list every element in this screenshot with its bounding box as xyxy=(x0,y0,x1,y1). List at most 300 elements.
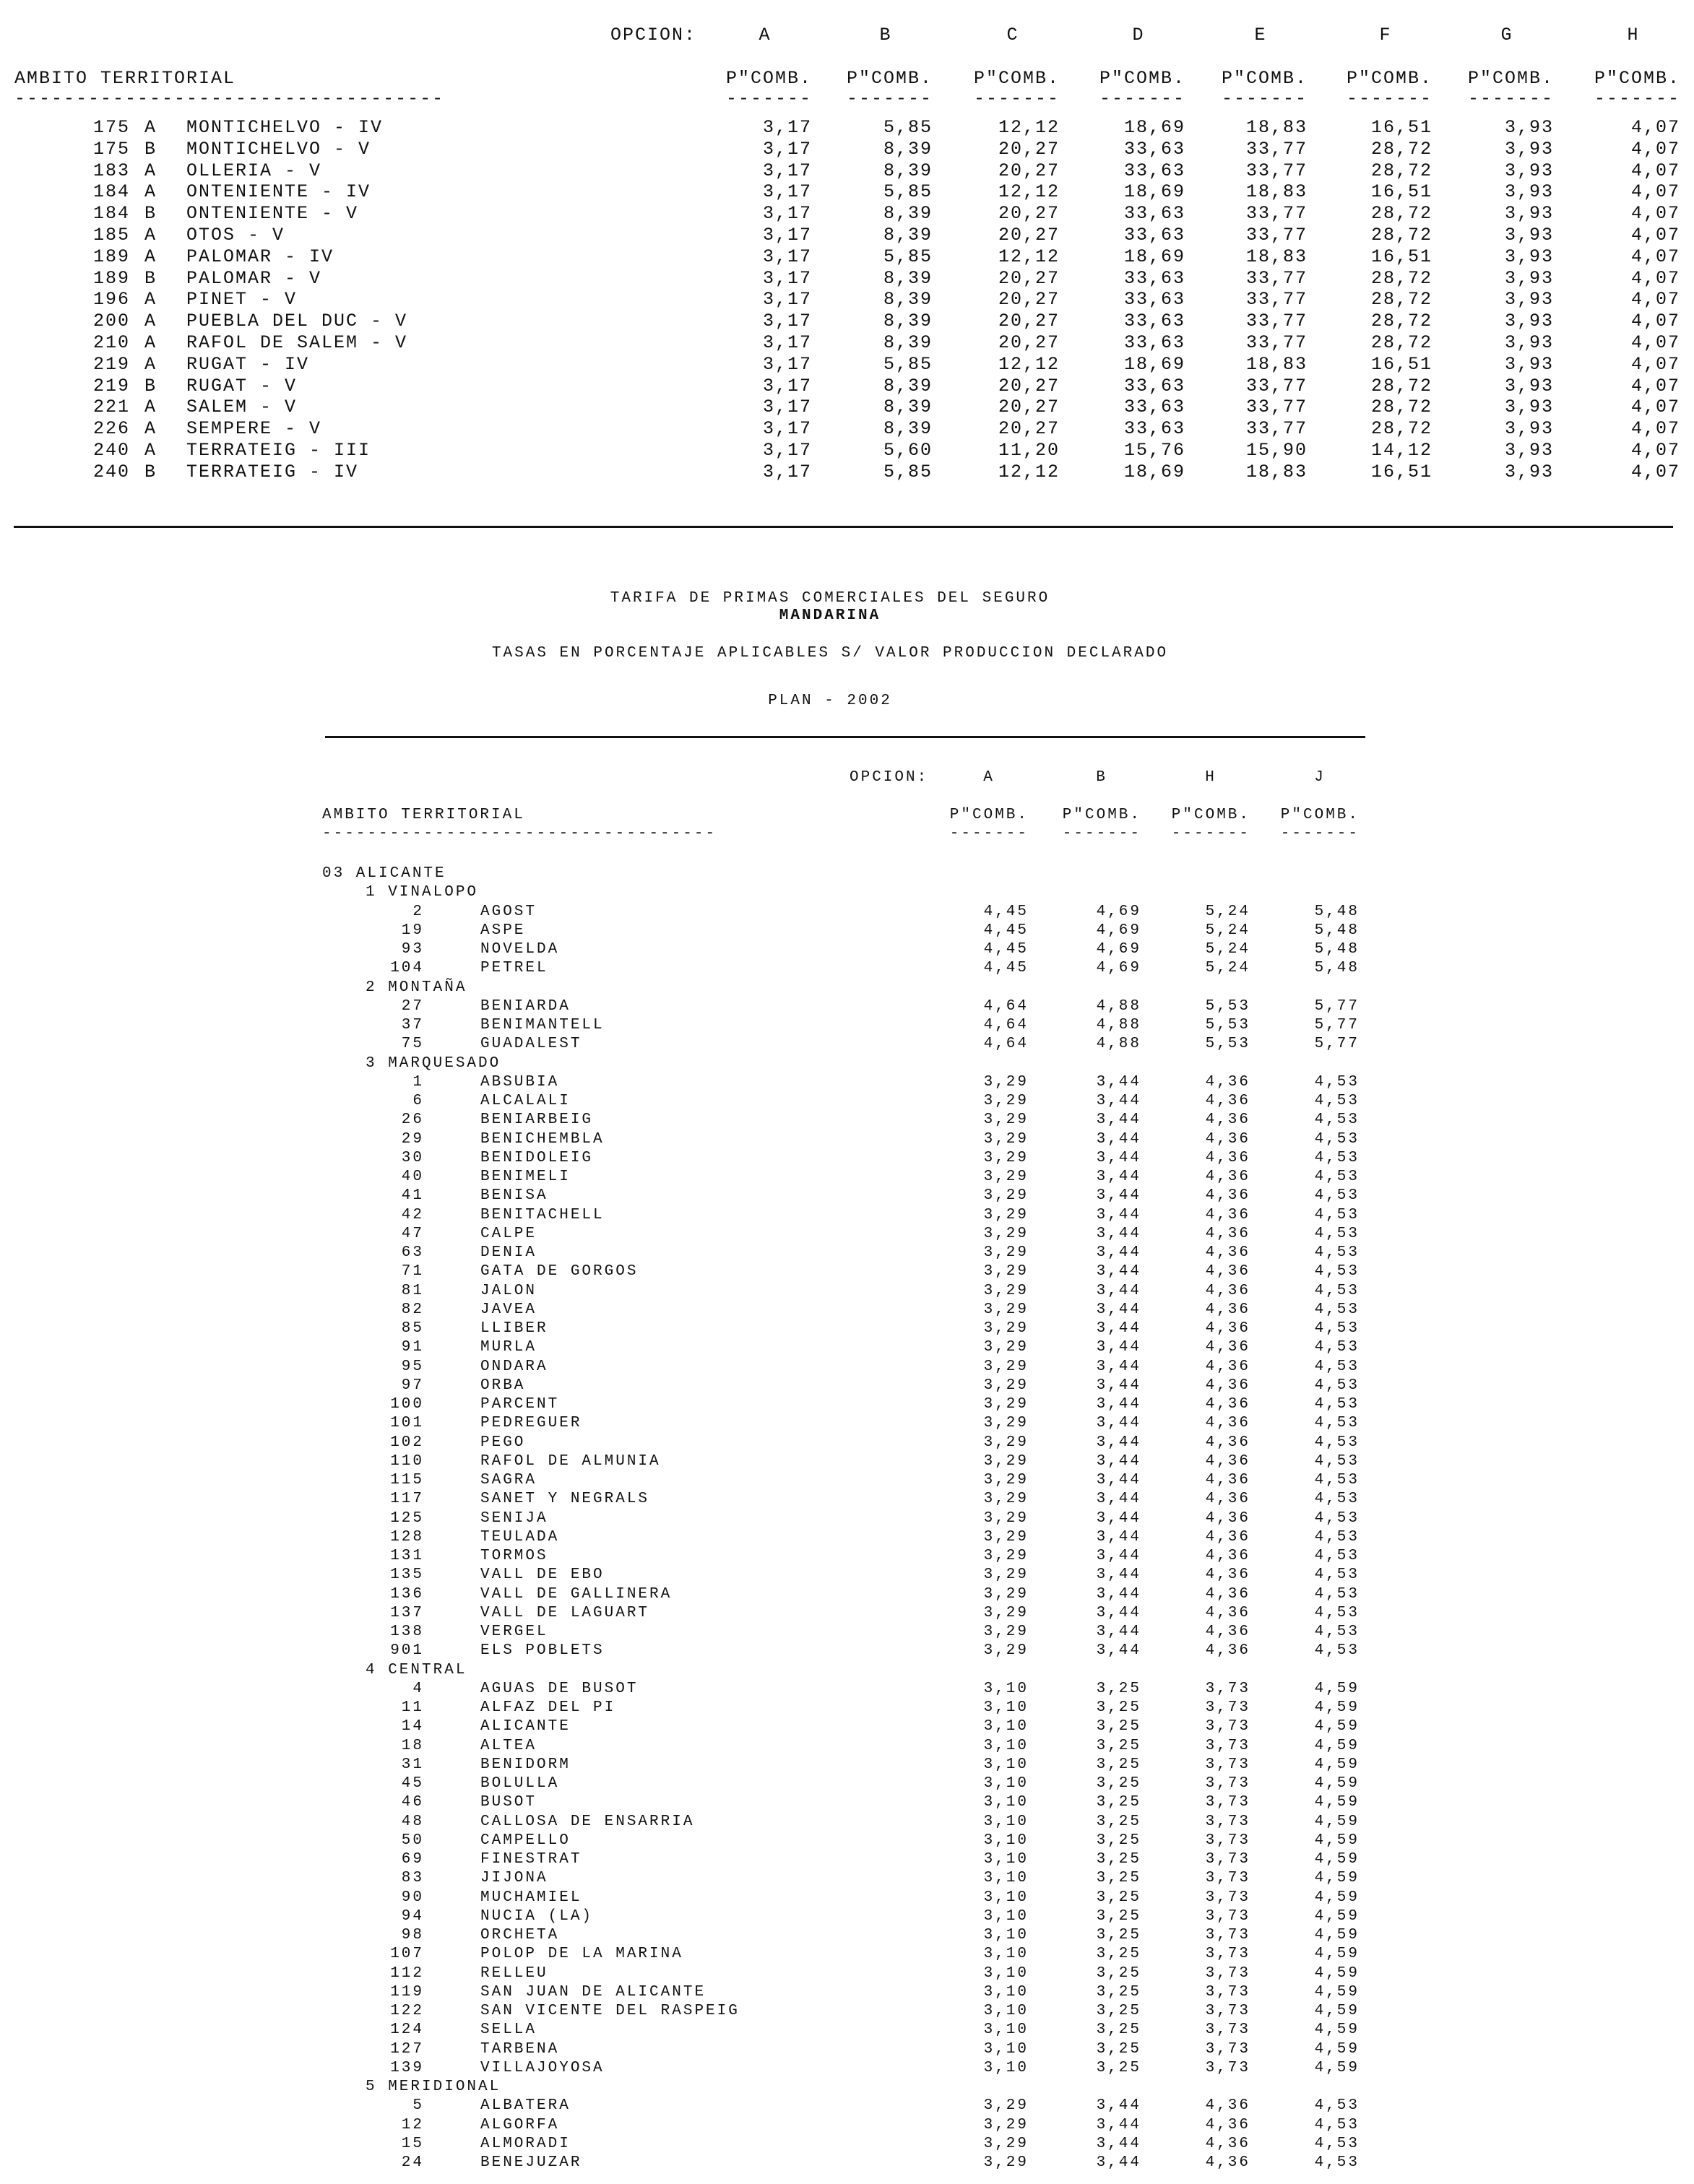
row-value: 3,29 xyxy=(983,1263,1029,1280)
municipio-name: SELLA xyxy=(480,2022,537,2039)
row-value: 4,59 xyxy=(1314,1983,1360,2001)
municipio-name: BENIARBEIG xyxy=(480,1112,594,1129)
row-value: 3,29 xyxy=(983,1206,1029,1223)
row-value: 3,25 xyxy=(1096,1964,1141,1982)
row-value: 3,29 xyxy=(983,1472,1029,1488)
row-code: 175 xyxy=(92,117,130,138)
row-value: 12,12 xyxy=(998,461,1060,482)
row-value: 3,17 xyxy=(762,267,812,289)
table-row xyxy=(0,1302,1694,1320)
top-ambito-label: AMBITO TERRITORIAL xyxy=(14,68,236,89)
row-value: 3,10 xyxy=(983,2022,1029,2039)
column-dashes: ------- xyxy=(1280,826,1360,842)
row-value: 4,59 xyxy=(1314,1946,1360,1963)
row-value: 28,72 xyxy=(1370,225,1432,246)
municipio-name: MURLA xyxy=(480,1339,537,1356)
row-value: 3,44 xyxy=(1096,1566,1141,1584)
row-value: 5,24 xyxy=(1205,903,1250,920)
row-value: 3,44 xyxy=(1096,1187,1141,1205)
municipio-code: 81 xyxy=(401,1282,424,1299)
table-row xyxy=(0,1946,1694,1964)
row-value: 4,59 xyxy=(1314,1680,1360,1697)
row-value: 3,29 xyxy=(983,1073,1029,1091)
municipio-name: BENIMELI xyxy=(480,1169,571,1185)
row-value: 14,12 xyxy=(1370,440,1432,461)
row-value: 4,53 xyxy=(1314,1624,1360,1640)
row-name: RAFOL DE SALEM - V xyxy=(186,332,408,353)
row-value: 3,73 xyxy=(1205,1680,1250,1697)
table-row xyxy=(0,1776,1694,1793)
option-letter: A xyxy=(983,769,995,786)
row-value: 18,69 xyxy=(1123,181,1185,203)
municipio-code: 11 xyxy=(401,1699,424,1716)
row-value: 4,53 xyxy=(1314,1073,1360,1091)
municipio-code: 26 xyxy=(401,1112,424,1129)
row-value: 5,24 xyxy=(1205,941,1250,958)
municipio-code: 93 xyxy=(401,941,424,958)
row-value: 4,53 xyxy=(1314,1452,1360,1470)
row-value: 4,36 xyxy=(1205,1548,1250,1564)
row-value: 4,69 xyxy=(1096,922,1141,939)
row-value: 4,69 xyxy=(1096,960,1141,977)
row-value: 5,77 xyxy=(1314,997,1360,1015)
row-value: 15,90 xyxy=(1245,440,1308,461)
municipio-code: 27 xyxy=(401,997,424,1015)
table-row xyxy=(0,1416,1694,1433)
row-code: 184 xyxy=(92,181,130,203)
option-letter: G xyxy=(1500,25,1513,46)
row-value: 4,07 xyxy=(1630,461,1680,482)
row-name: MONTICHELVO - V xyxy=(186,138,371,160)
row-value: 4,53 xyxy=(1314,1339,1360,1356)
row-value: 3,44 xyxy=(1096,2135,1141,2152)
row-value: 3,10 xyxy=(983,2059,1029,2076)
row-value: 4,53 xyxy=(1314,1282,1360,1299)
row-subcode: B xyxy=(144,267,157,289)
municipio-code: 125 xyxy=(390,1509,424,1527)
table-row xyxy=(0,463,1694,483)
row-value: 4,59 xyxy=(1314,1775,1360,1792)
row-value: 28,72 xyxy=(1370,332,1432,353)
municipio-code: 4 xyxy=(412,1680,424,1697)
row-value: 3,10 xyxy=(983,1775,1029,1792)
row-value: 3,29 xyxy=(983,1452,1029,1470)
row-value: 3,29 xyxy=(983,1509,1029,1527)
row-value: 3,29 xyxy=(983,1282,1029,1299)
row-value: 3,73 xyxy=(1205,2003,1250,2019)
table-row xyxy=(0,1795,1694,1812)
row-value: 4,53 xyxy=(1314,1642,1360,1660)
table-row xyxy=(0,290,1694,311)
table-row xyxy=(0,355,1694,376)
row-value: 16,51 xyxy=(1370,181,1432,203)
row-value: 4,45 xyxy=(983,960,1029,977)
row-value: 3,44 xyxy=(1096,1548,1141,1564)
row-value: 3,17 xyxy=(762,181,812,203)
municipio-code: 124 xyxy=(390,2022,424,2039)
row-value: 4,88 xyxy=(1096,997,1141,1015)
row-value: 3,44 xyxy=(1096,1301,1141,1318)
row-value: 3,93 xyxy=(1504,396,1554,418)
row-value: 4,64 xyxy=(983,1036,1029,1053)
row-name: ONTENIENTE - IV xyxy=(186,181,371,203)
row-value: 33,63 xyxy=(1123,267,1185,289)
row-value: 8,39 xyxy=(883,138,933,160)
row-value: 4,53 xyxy=(1314,1396,1360,1413)
municipio-code: 29 xyxy=(401,1130,424,1148)
table-row xyxy=(0,183,1694,203)
row-code: 219 xyxy=(92,353,130,375)
row-value: 20,27 xyxy=(998,311,1060,332)
table-row xyxy=(0,1624,1694,1642)
table-row xyxy=(0,1643,1694,1660)
row-subcode: A xyxy=(144,418,157,440)
table-row xyxy=(0,2136,1694,2154)
row-value: 3,17 xyxy=(762,353,812,375)
row-value: 4,59 xyxy=(1314,1927,1360,1944)
table-row xyxy=(0,1359,1694,1377)
row-value: 3,10 xyxy=(983,1851,1029,1868)
municipio-code: 85 xyxy=(401,1320,424,1337)
row-value: 4,07 xyxy=(1630,418,1680,440)
row-value: 3,25 xyxy=(1096,1907,1141,1925)
table-row xyxy=(0,1966,1694,1983)
row-value: 28,72 xyxy=(1370,138,1432,160)
row-value: 3,93 xyxy=(1504,440,1554,461)
row-subcode: B xyxy=(144,203,157,225)
row-value: 3,10 xyxy=(983,1946,1029,1963)
row-value: 3,29 xyxy=(983,1301,1029,1318)
row-value: 3,29 xyxy=(983,1130,1029,1148)
ambito-label: AMBITO TERRITORIAL xyxy=(322,807,525,823)
row-value: 3,73 xyxy=(1205,1851,1250,1868)
row-value: 5,85 xyxy=(883,117,933,138)
table-row xyxy=(0,2042,1694,2059)
table-row xyxy=(0,1264,1694,1281)
municipio-code: 63 xyxy=(401,1244,424,1261)
row-value: 3,44 xyxy=(1096,1358,1141,1375)
row-value: 3,73 xyxy=(1205,1964,1250,1982)
row-value: 3,29 xyxy=(983,1093,1029,1109)
row-value: 3,10 xyxy=(983,1718,1029,1736)
row-value: 18,83 xyxy=(1245,461,1308,482)
municipio-name: PEDREGUER xyxy=(480,1415,582,1432)
municipio-name: AGOST xyxy=(480,903,537,920)
row-name: TERRATEIG - III xyxy=(186,440,371,461)
row-subcode: A xyxy=(144,117,157,138)
row-value: 3,29 xyxy=(983,1604,1029,1621)
municipio-name: ORBA xyxy=(480,1377,526,1394)
row-value: 8,39 xyxy=(883,289,933,311)
row-value: 4,07 xyxy=(1630,440,1680,461)
table-row xyxy=(0,1283,1694,1301)
municipio-code: 46 xyxy=(401,1794,424,1811)
row-value: 4,59 xyxy=(1314,2040,1360,2058)
row-value: 33,77 xyxy=(1245,418,1308,440)
row-value: 3,44 xyxy=(1096,2116,1141,2133)
row-value: 8,39 xyxy=(883,418,933,440)
municipio-code: 31 xyxy=(401,1756,424,1773)
row-value: 4,59 xyxy=(1314,1813,1360,1830)
row-value: 28,72 xyxy=(1370,311,1432,332)
row-value: 3,25 xyxy=(1096,1870,1141,1887)
row-value: 4,53 xyxy=(1314,1130,1360,1148)
column-dashes: ------- xyxy=(1221,88,1308,109)
row-value: 12,12 xyxy=(998,117,1060,138)
table-row xyxy=(0,1587,1694,1604)
row-value: 18,83 xyxy=(1245,181,1308,203)
row-value: 3,17 xyxy=(762,225,812,246)
row-value: 28,72 xyxy=(1370,203,1432,225)
row-value: 3,17 xyxy=(762,332,812,353)
municipio-name: MUCHAMIEL xyxy=(480,1889,582,1906)
row-subcode: A xyxy=(144,160,157,181)
table-row xyxy=(0,942,1694,959)
row-value: 4,07 xyxy=(1630,311,1680,332)
row-value: 4,59 xyxy=(1314,1756,1360,1773)
row-value: 3,29 xyxy=(983,1149,1029,1166)
column-header: P"COMB. xyxy=(846,68,933,89)
municipio-code: 75 xyxy=(401,1036,424,1053)
row-value: 4,36 xyxy=(1205,1130,1250,1148)
row-value: 4,36 xyxy=(1205,1604,1250,1621)
row-value: 4,59 xyxy=(1314,1832,1360,1849)
table-row xyxy=(0,1473,1694,1490)
municipio-code: 117 xyxy=(390,1491,424,1508)
row-value: 33,77 xyxy=(1245,311,1308,332)
table-row xyxy=(0,1150,1694,1168)
row-value: 4,36 xyxy=(1205,1073,1250,1091)
row-value: 15,76 xyxy=(1123,440,1185,461)
municipio-code: 40 xyxy=(401,1169,424,1185)
row-value: 3,10 xyxy=(983,1964,1029,1982)
row-value: 4,07 xyxy=(1630,203,1680,225)
row-value: 3,25 xyxy=(1096,1889,1141,1906)
municipio-code: 138 xyxy=(390,1624,424,1640)
row-value: 4,36 xyxy=(1205,1263,1250,1280)
row-value: 4,53 xyxy=(1314,1566,1360,1584)
row-value: 4,36 xyxy=(1205,2154,1250,2171)
row-code: 240 xyxy=(92,440,130,461)
row-value: 16,51 xyxy=(1370,117,1432,138)
row-value: 3,29 xyxy=(983,1396,1029,1413)
row-value: 3,93 xyxy=(1504,332,1554,353)
row-value: 3,73 xyxy=(1205,1889,1250,1906)
row-value: 4,36 xyxy=(1205,1149,1250,1166)
table-row xyxy=(0,1909,1694,1926)
row-value: 28,72 xyxy=(1370,418,1432,440)
row-value: 4,53 xyxy=(1314,1491,1360,1508)
row-value: 4,59 xyxy=(1314,1718,1360,1736)
row-value: 3,93 xyxy=(1504,117,1554,138)
row-value: 4,36 xyxy=(1205,1452,1250,1470)
row-value: 3,44 xyxy=(1096,1434,1141,1451)
row-value: 4,36 xyxy=(1205,1434,1250,1451)
municipio-name: ABSUBIA xyxy=(480,1073,560,1091)
row-value: 3,44 xyxy=(1096,1528,1141,1546)
row-value: 8,39 xyxy=(883,332,933,353)
row-value: 3,93 xyxy=(1504,246,1554,267)
row-value: 3,73 xyxy=(1205,1699,1250,1716)
option-letter: E xyxy=(1254,25,1267,46)
row-value: 4,53 xyxy=(1314,1377,1360,1394)
row-value: 3,29 xyxy=(983,1566,1029,1584)
option-letter: F xyxy=(1379,25,1392,46)
row-value: 3,10 xyxy=(983,1737,1029,1754)
municipio-name: BENEJUZAR xyxy=(480,2154,582,2171)
row-value: 3,93 xyxy=(1504,267,1554,289)
municipio-code: 98 xyxy=(401,1927,424,1944)
row-value: 3,93 xyxy=(1504,375,1554,396)
column-header: P"COMB. xyxy=(1594,68,1680,89)
row-value: 3,73 xyxy=(1205,1870,1250,1887)
row-value: 5,53 xyxy=(1205,1017,1250,1034)
row-value: 4,59 xyxy=(1314,2003,1360,2019)
row-value: 4,36 xyxy=(1205,1472,1250,1488)
row-value: 3,29 xyxy=(983,1491,1029,1508)
row-value: 4,36 xyxy=(1205,1169,1250,1185)
row-value: 4,07 xyxy=(1630,332,1680,353)
table-row xyxy=(0,1738,1694,1756)
row-value: 8,39 xyxy=(883,160,933,181)
row-value: 4,59 xyxy=(1314,1851,1360,1868)
row-value: 4,36 xyxy=(1205,1225,1250,1242)
row-code: 226 xyxy=(92,418,130,440)
row-code: 221 xyxy=(92,396,130,418)
table-row xyxy=(0,334,1694,354)
comarca-heading: 4 CENTRAL xyxy=(366,1661,467,1678)
row-name: RUGAT - V xyxy=(186,375,298,396)
row-value: 3,44 xyxy=(1096,1509,1141,1527)
row-value: 18,83 xyxy=(1245,117,1308,138)
row-value: 4,07 xyxy=(1630,289,1680,311)
row-value: 4,53 xyxy=(1314,1187,1360,1205)
row-value: 4,07 xyxy=(1630,246,1680,267)
row-value: 3,10 xyxy=(983,1794,1029,1811)
row-subcode: A xyxy=(144,440,157,461)
row-subcode: B xyxy=(144,138,157,160)
municipio-name: BUSOT xyxy=(480,1794,537,1811)
table-row xyxy=(0,2022,1694,2040)
row-value: 4,36 xyxy=(1205,2116,1250,2133)
row-value: 3,44 xyxy=(1096,1642,1141,1660)
row-value: 16,51 xyxy=(1370,246,1432,267)
row-value: 3,73 xyxy=(1205,1737,1250,1754)
row-value: 3,93 xyxy=(1504,289,1554,311)
row-value: 3,44 xyxy=(1096,1377,1141,1394)
row-value: 4,36 xyxy=(1205,1244,1250,1261)
option-letter: B xyxy=(879,25,892,46)
column-header: P"COMB. xyxy=(1221,68,1308,89)
row-value: 3,73 xyxy=(1205,1813,1250,1830)
row-name: PALOMAR - V xyxy=(186,267,322,289)
row-code: 200 xyxy=(92,311,130,332)
row-value: 3,93 xyxy=(1504,225,1554,246)
table-row xyxy=(0,312,1694,332)
row-name: RUGAT - IV xyxy=(186,353,310,375)
table-row xyxy=(0,1890,1694,1907)
row-value: 4,36 xyxy=(1205,1320,1250,1337)
municipio-code: 69 xyxy=(401,1851,424,1868)
row-value: 4,53 xyxy=(1314,1112,1360,1129)
municipio-code: 71 xyxy=(401,1263,424,1280)
row-value: 4,45 xyxy=(983,903,1029,920)
municipio-name: ORCHETA xyxy=(480,1927,560,1944)
row-value: 4,53 xyxy=(1314,1093,1360,1109)
row-subcode: B xyxy=(144,461,157,482)
row-value: 33,77 xyxy=(1245,138,1308,160)
row-value: 33,77 xyxy=(1245,375,1308,396)
top-ambito-dashes: ----------------------------------- xyxy=(14,88,445,109)
row-name: PINET - V xyxy=(186,289,298,311)
table-row xyxy=(0,961,1694,978)
column-header: P"COMB. xyxy=(973,68,1060,89)
row-value: 3,44 xyxy=(1096,1282,1141,1299)
row-value: 3,73 xyxy=(1205,2022,1250,2039)
municipio-name: BENITACHELL xyxy=(480,1206,605,1223)
row-value: 12,12 xyxy=(998,246,1060,267)
table-row xyxy=(0,1435,1694,1452)
municipio-name: SAGRA xyxy=(480,1472,537,1488)
column-header: P"COMB. xyxy=(949,807,1029,823)
row-value: 4,36 xyxy=(1205,1566,1250,1584)
crop-name: MANDARINA xyxy=(779,607,881,624)
comarca-heading: 3 MARQUESADO xyxy=(366,1054,501,1072)
row-subcode: A xyxy=(144,289,157,311)
row-value: 33,63 xyxy=(1123,418,1185,440)
option-letter: D xyxy=(1132,25,1145,46)
row-value: 3,93 xyxy=(1504,181,1554,203)
table-row xyxy=(0,1245,1694,1262)
table-row xyxy=(0,1511,1694,1528)
row-code: 189 xyxy=(92,246,130,267)
row-value: 4,59 xyxy=(1314,1964,1360,1982)
column-dashes: ------- xyxy=(1099,88,1185,109)
row-value: 4,59 xyxy=(1314,1794,1360,1811)
row-code: 189 xyxy=(92,267,130,289)
row-value: 3,17 xyxy=(762,418,812,440)
row-value: 5,85 xyxy=(883,181,933,203)
municipio-code: 107 xyxy=(390,1946,424,1963)
row-value: 33,63 xyxy=(1123,225,1185,246)
row-value: 3,10 xyxy=(983,1927,1029,1944)
municipio-name: JIJONA xyxy=(480,1870,548,1887)
table-row xyxy=(0,1208,1694,1225)
table-row xyxy=(0,1928,1694,1945)
municipio-code: 131 xyxy=(390,1548,424,1564)
municipio-code: 2 xyxy=(412,903,424,920)
row-value: 3,17 xyxy=(762,203,812,225)
municipio-code: 14 xyxy=(401,1718,424,1736)
column-header: P"COMB. xyxy=(725,68,812,89)
row-value: 3,17 xyxy=(762,461,812,482)
table-row xyxy=(0,2003,1694,2021)
option-letter: B xyxy=(1096,769,1107,786)
municipio-name: GUADALEST xyxy=(480,1036,582,1053)
municipio-name: TORMOS xyxy=(480,1548,548,1564)
row-value: 3,44 xyxy=(1096,1415,1141,1432)
row-value: 3,73 xyxy=(1205,1832,1250,1849)
row-value: 33,77 xyxy=(1245,225,1308,246)
row-value: 4,36 xyxy=(1205,1187,1250,1205)
municipio-name: SENIJA xyxy=(480,1509,548,1527)
column-dashes: ------- xyxy=(1171,826,1250,842)
row-subcode: A xyxy=(144,225,157,246)
municipio-name: ALGORFA xyxy=(480,2116,560,2133)
row-value: 33,77 xyxy=(1245,160,1308,181)
row-value: 33,63 xyxy=(1123,311,1185,332)
row-value: 3,93 xyxy=(1504,203,1554,225)
